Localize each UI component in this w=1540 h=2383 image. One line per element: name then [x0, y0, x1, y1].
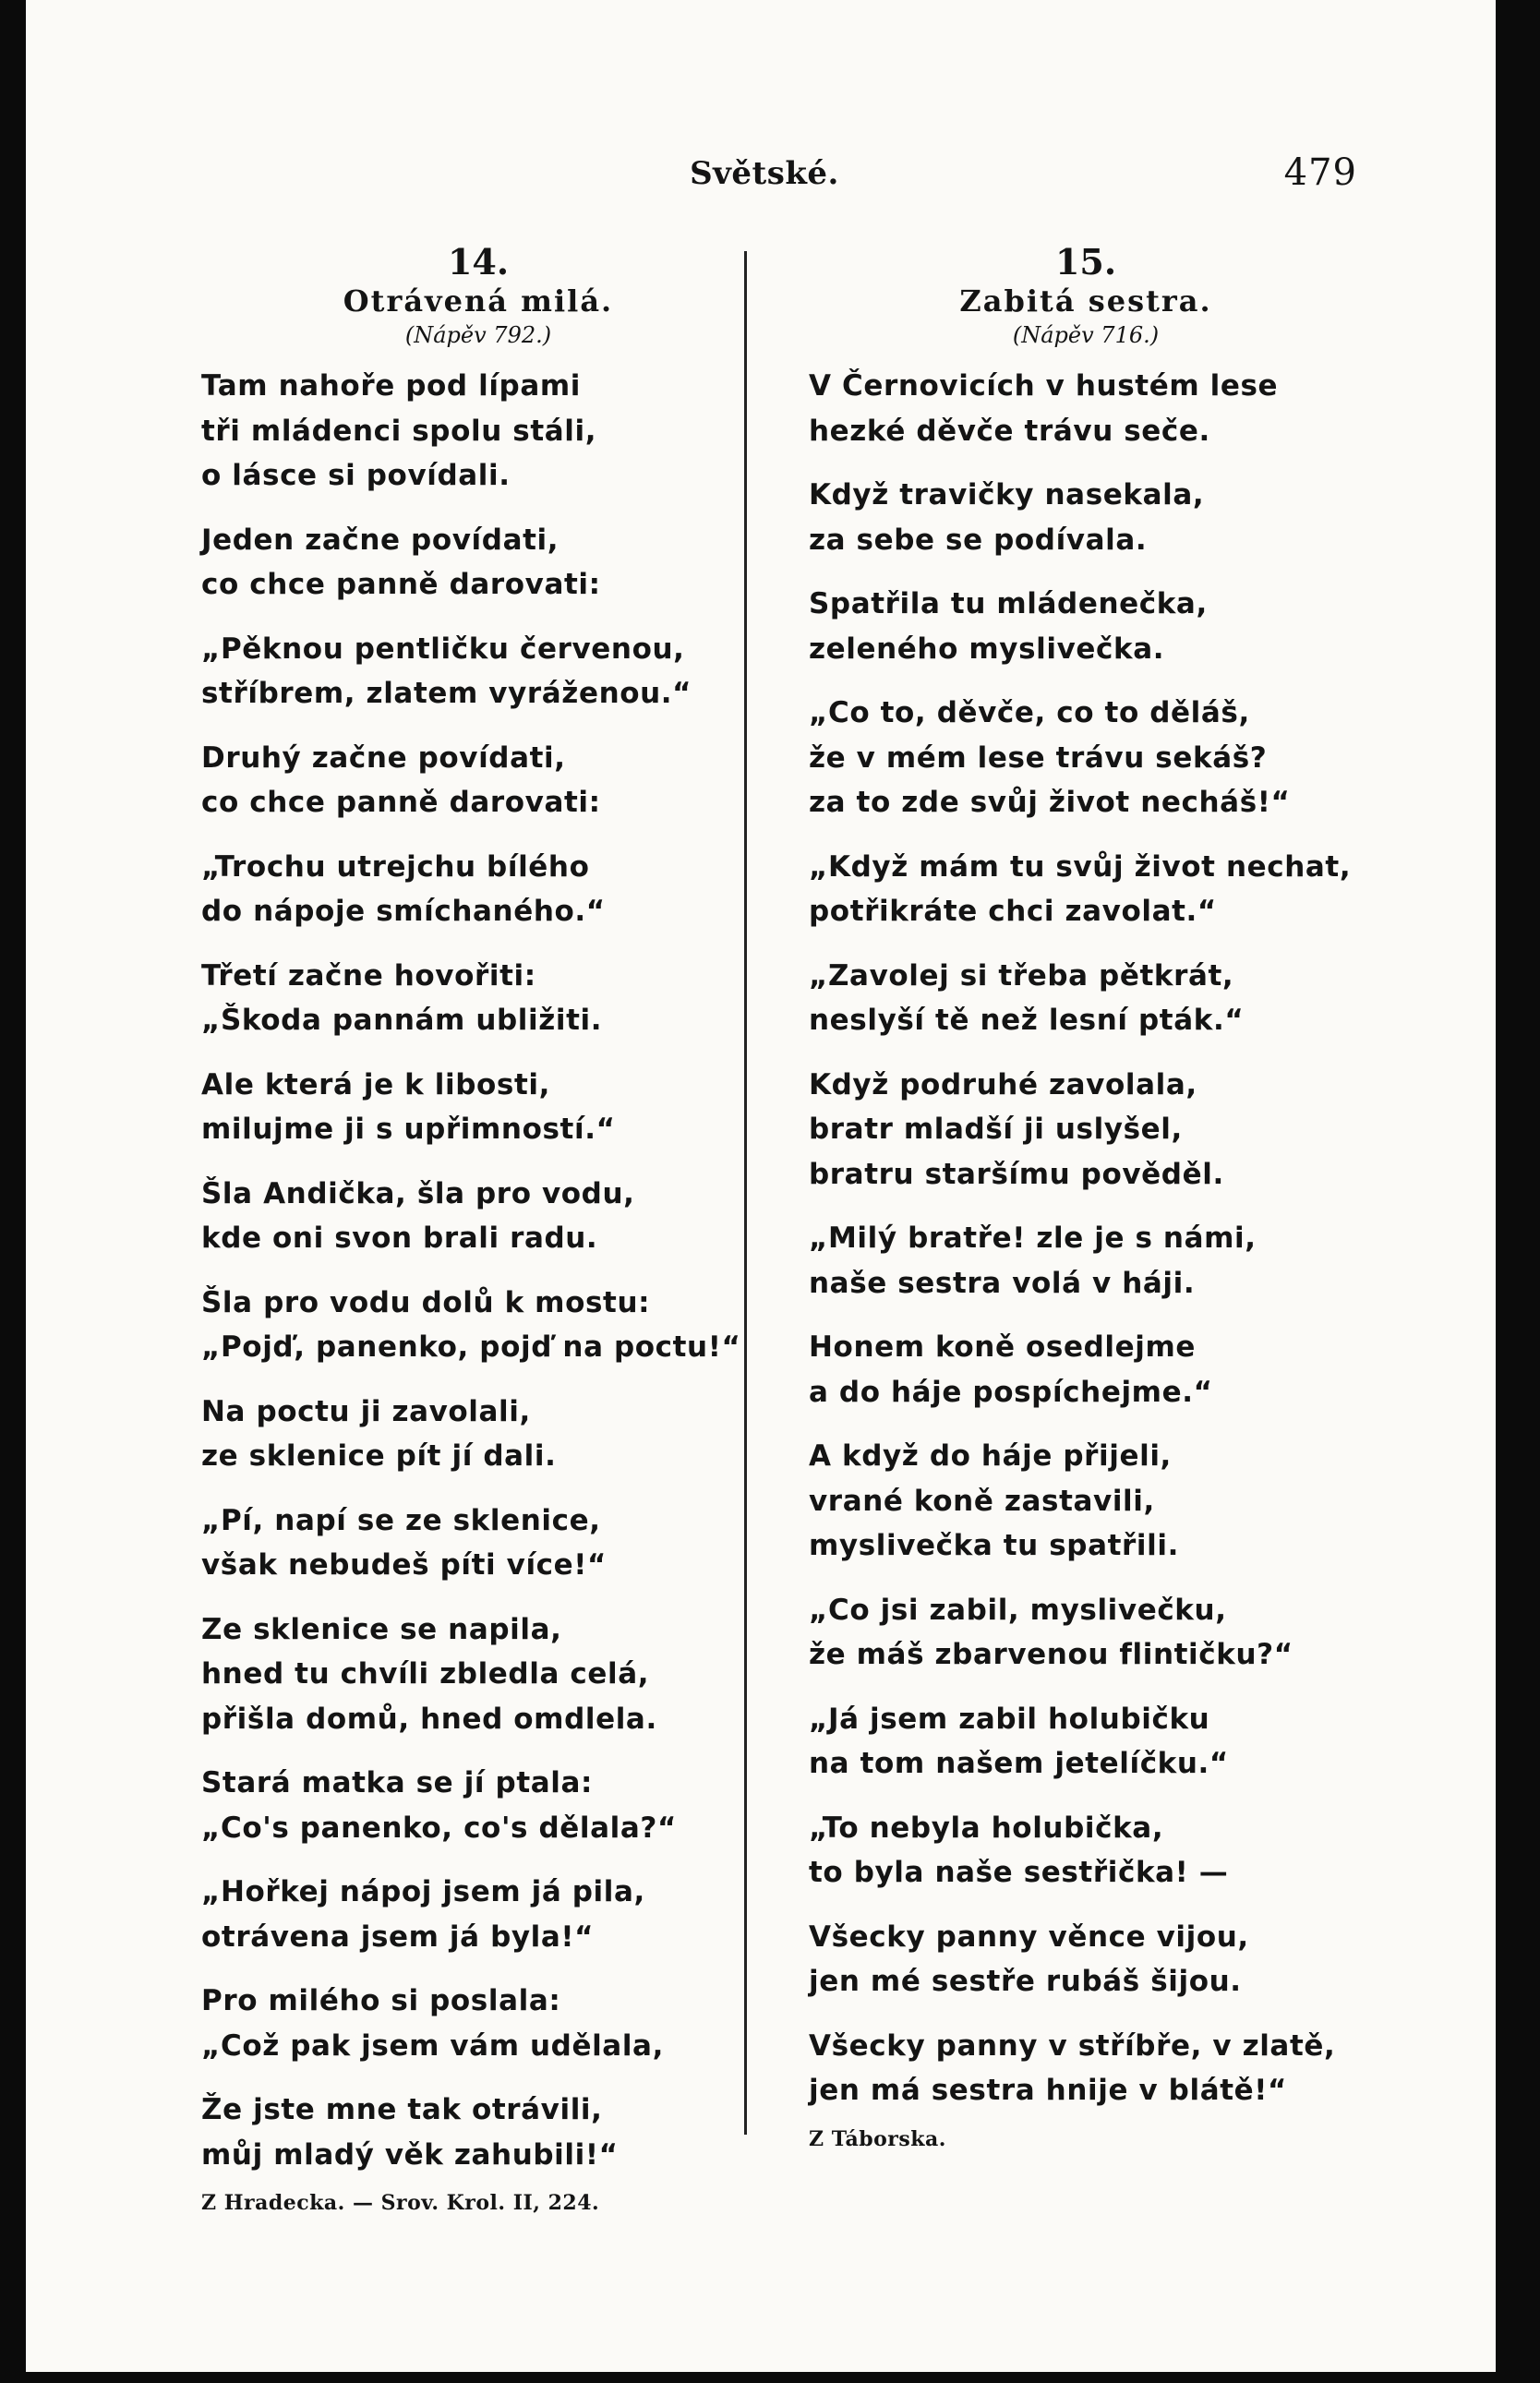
verse-line: „To nebyla holubička,: [809, 1811, 1164, 1845]
stanza: [809, 2024, 1363, 2113]
stanza: [809, 1434, 1363, 1569]
stanza: [809, 582, 1363, 671]
verse-line: Druhý začne povídati,: [201, 740, 566, 775]
stanza: [809, 954, 1363, 1043]
verse-line: „Což pak jsem vám udělala,: [201, 2028, 664, 2063]
song-column-right: [809, 242, 1363, 2153]
song-number: 15.: [1054, 241, 1117, 283]
verse-line: že máš zbarvenou flintičku?“: [809, 1638, 1293, 1671]
verse-line: „Když mám tu svůj život nechat,: [809, 849, 1352, 884]
stanza: [201, 1979, 755, 2068]
verse-line: neslyší tě než lesní pták.“: [809, 1004, 1245, 1037]
verse-line: Šla Andička, šla pro vodu,: [201, 1176, 635, 1210]
verse-line: V Černovicích v hustém lese: [809, 369, 1279, 403]
book-page: [26, 0, 1523, 2383]
stanza: [809, 1325, 1363, 1414]
verse-line: vrané koně zastavili,: [809, 1484, 1155, 1518]
verse-line: stříbrem, zlatem vyráženou.“: [201, 677, 692, 710]
verse-line: do nápoje smíchaného.“: [201, 895, 606, 928]
verse-line: Všecky panny v stříbře, v zlatě,: [809, 2028, 1336, 2063]
stanza: [201, 1761, 755, 1850]
stanza: [201, 954, 755, 1043]
verse-line: „Pí, napí se ze sklenice,: [201, 1503, 601, 1537]
stanza-list: [809, 364, 1363, 2113]
stanza: [809, 691, 1363, 825]
verse-line: „Trochu utrejchu bílého: [201, 849, 590, 884]
verse-line: Všecky panny věnce vijou,: [809, 1920, 1249, 1954]
stanza: [809, 1697, 1363, 1787]
stanza: [809, 364, 1363, 453]
verse-line: „Já jsem zabil holubičku: [809, 1702, 1210, 1736]
verse-line: hned tu chvíli zbledla celá,: [201, 1657, 650, 1691]
verse-line: „Zavolej si třeba pětkrát,: [809, 958, 1234, 993]
verse-line: za sebe se podívala.: [809, 523, 1148, 557]
stanza: [201, 845, 755, 934]
stanza-list: [201, 364, 755, 2177]
song-title: Otrávená milá.: [343, 283, 614, 319]
stanza: [201, 1390, 755, 1479]
song-source: Z Táborska.: [809, 2126, 946, 2151]
verse-line: hezké děvče trávu seče.: [809, 414, 1210, 448]
verse-line: A když do háje přijeli,: [809, 1439, 1172, 1473]
verse-line: za to zde svůj život necháš!“: [809, 786, 1291, 819]
stanza: [201, 1870, 755, 1959]
running-header: Světské.: [690, 155, 839, 192]
stanza: [809, 1588, 1363, 1678]
verse-line: Na poctu ji zavolali,: [201, 1394, 531, 1428]
stanza: [201, 1172, 755, 1261]
verse-line: zeleného myslivečka.: [809, 632, 1165, 666]
stanza: [809, 1063, 1363, 1198]
stanza: [201, 518, 755, 608]
verse-line: „Hořkej nápoj jsem já pila,: [201, 1875, 645, 1908]
page-number: 479: [1283, 151, 1357, 194]
stanza: [201, 2088, 755, 2177]
stanza: [809, 473, 1363, 562]
stanza: [809, 1915, 1363, 2004]
stanza: [201, 364, 755, 499]
verse-line: Ze sklenice se napila,: [201, 1612, 562, 1646]
verse-line: „Škoda pannám ubližiti.: [201, 1004, 603, 1037]
verse-line: a do háje pospíchejme.“: [809, 1375, 1213, 1409]
verse-line: Jeden začne povídati,: [201, 523, 559, 557]
song-number: 14.: [447, 241, 510, 283]
verse-line: Tam nahoře pod lípami: [201, 369, 581, 403]
verse-line: tři mládenci spolu stáli,: [201, 414, 597, 448]
verse-line: přišla domů, hned omdlela.: [201, 1702, 657, 1736]
verse-line: otrávena jsem já byla!“: [201, 1920, 595, 1954]
verse-line: na tom našem jetelíčku.“: [809, 1747, 1229, 1780]
stanza: [201, 1281, 755, 1370]
verse-line: „Milý bratře! zle je s námi,: [809, 1222, 1257, 1255]
verse-line: můj mladý věk zahubili!“: [201, 2137, 619, 2172]
verse-line: myslivečka tu spatřili.: [809, 1529, 1179, 1562]
verse-line: „Pěknou pentličku červenou,: [201, 632, 685, 666]
stanza: [809, 845, 1363, 934]
verse-line: „Co jsi zabil, myslivečku,: [809, 1593, 1227, 1627]
song-tune-reference: (Nápěv 792.): [404, 322, 552, 348]
verse-line: Když travičky nasekala,: [809, 478, 1205, 512]
verse-line: naše sestra volá v háji.: [809, 1266, 1196, 1300]
song-title: Zabitá sestra.: [959, 283, 1212, 319]
stanza: [201, 627, 755, 716]
verse-line: však nebudeš píti více!“: [201, 1548, 607, 1582]
verse-line: kde oni svon brali radu.: [201, 1222, 598, 1255]
verse-line: potřikráte chci zavolat.“: [809, 895, 1217, 928]
verse-line: „Co's panenko, co's dělala?“: [201, 1811, 677, 1845]
verse-line: že v mém lese trávu sekáš?: [809, 740, 1268, 775]
scan-edge-right: [1496, 0, 1523, 2383]
stanza: [201, 1063, 755, 1152]
verse-line: Ale která je k libosti,: [201, 1067, 550, 1101]
song-column-left: [201, 242, 755, 2217]
song-tune-reference: (Nápěv 716.): [1012, 322, 1160, 348]
song-source: Z Hradecka. — Srov. Krol. II, 224.: [201, 2191, 600, 2215]
verse-line: milujme ji s upřimností.“: [201, 1113, 616, 1146]
verse-line: Spatřila tu mládenečka,: [809, 587, 1208, 620]
verse-line: Stará matka se jí ptala:: [201, 1766, 594, 1799]
verse-line: Že jste mne tak otrávili,: [201, 2093, 603, 2126]
stanza: [201, 1607, 755, 1742]
stanza: [201, 1498, 755, 1588]
verse-line: bratr mladší ji uslyšel,: [809, 1113, 1183, 1146]
verse-line: co chce panně darovati:: [201, 568, 601, 601]
verse-line: jen má sestra hnije v blátě!“: [809, 2074, 1287, 2107]
verse-line: Honem koně osedlejme: [809, 1330, 1196, 1364]
verse-line: „Pojď, panenko, pojď na poctu!“: [201, 1330, 741, 1364]
verse-line: co chce panně darovati:: [201, 786, 601, 819]
stanza: [809, 1806, 1363, 1896]
verse-line: ze sklenice pít jí dali.: [201, 1439, 557, 1473]
stanza: [201, 736, 755, 825]
verse-line: Šla pro vodu dolů k mostu:: [201, 1285, 651, 1319]
stanza: [809, 1216, 1363, 1306]
scan-edge-bottom: [26, 2372, 1523, 2383]
verse-line: to byla naše sestřička! —: [809, 1856, 1229, 1889]
verse-line: Když podruhé zavolala,: [809, 1067, 1197, 1101]
verse-line: bratru staršímu pověděl.: [809, 1157, 1224, 1191]
verse-line: „Co to, děvče, co to děláš,: [809, 696, 1250, 729]
verse-line: o lásce si povídali.: [201, 459, 511, 492]
verse-line: jen mé sestře rubáš šijou.: [809, 1965, 1242, 1998]
verse-line: Třetí začne hovořiti:: [201, 958, 536, 993]
verse-line: Pro milého si poslala:: [201, 1984, 561, 2017]
